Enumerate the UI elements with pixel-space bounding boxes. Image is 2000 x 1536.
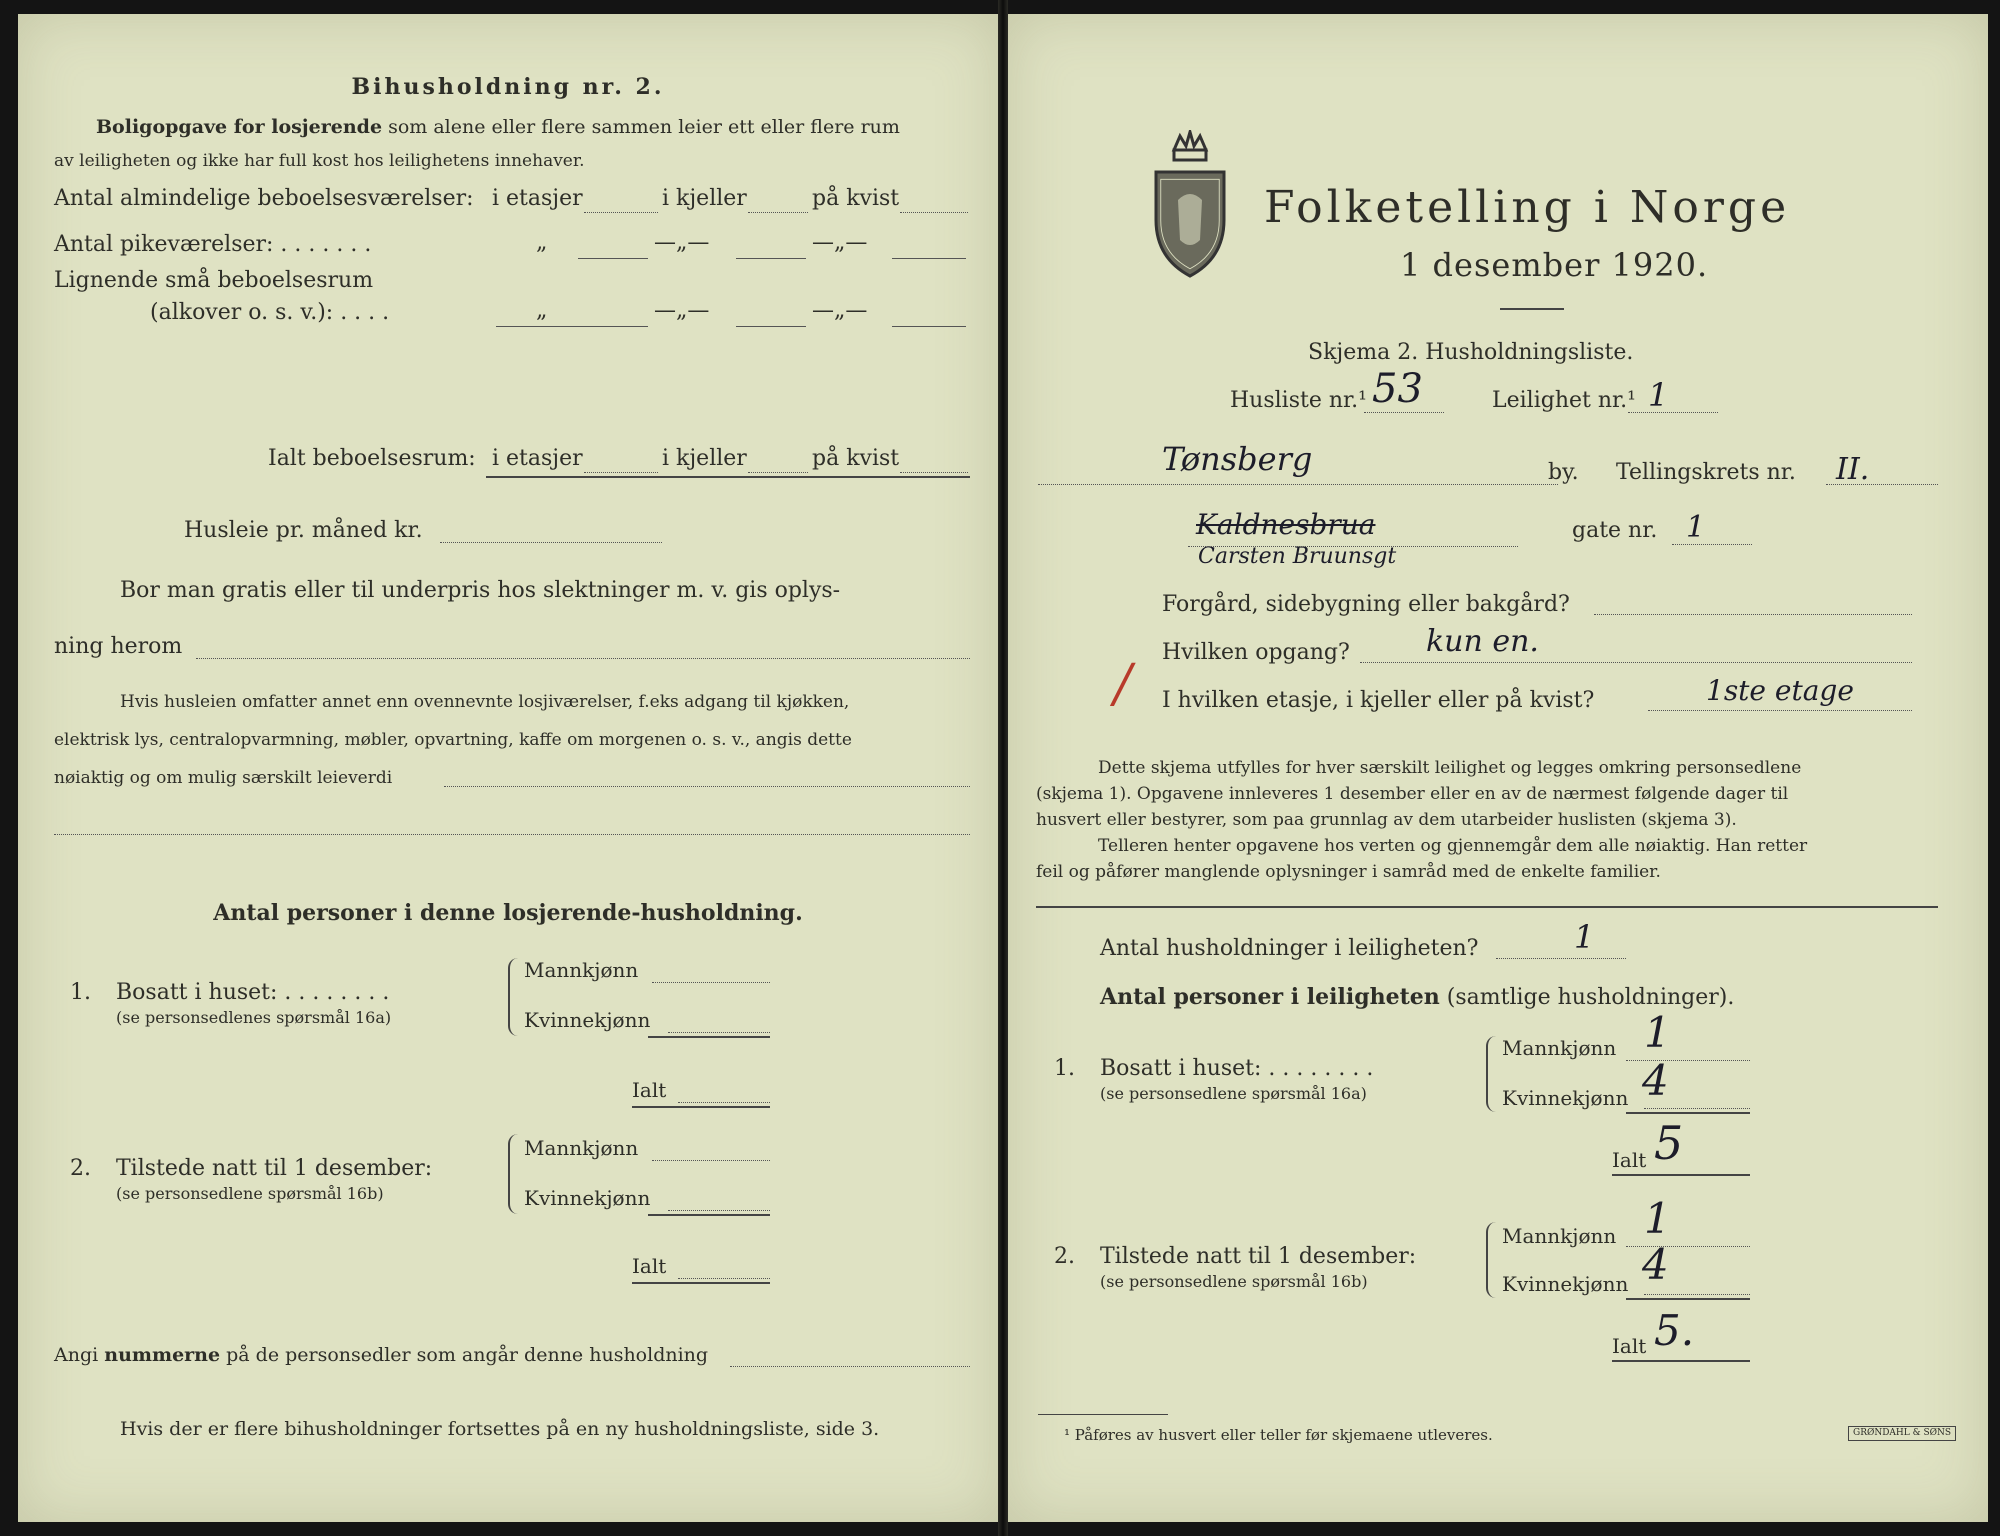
fine-print-2: elektrisk lys, centralopvarmning, møbler, opvartning, kaffe om morgenen o. s. v., angis dette [54,730,852,750]
instructions-rule [1036,906,1938,908]
leilighet-value: 1 [1648,376,1669,414]
row3-label-2: (alkover o. s. v.): . . . . [150,300,390,325]
persons-line [1100,984,1734,1010]
extra-field[interactable] [54,834,970,835]
right-q1-kvinne: Kvinnekjønn [1502,1086,1629,1110]
intro-bold: Boligopgave for losjerende [96,116,383,138]
left-q2-ialt: Ialt [632,1254,667,1278]
angi-text-1: Angi [54,1344,99,1366]
left-q1-ialt-line [632,1106,770,1108]
opgang-field[interactable] [1360,662,1912,663]
footnote-rule [1038,1414,1168,1415]
ialt-kjeller-field[interactable] [748,472,808,473]
row3-ditto-3: —„— [812,298,868,323]
ialt-rum-label: Ialt beboelsesrum: [268,446,476,471]
right-q1-sub: (se personsedlene spørsmål 16a) [1100,1084,1367,1103]
gratis-line-2: ning herom [54,634,183,659]
gratis-line-1: Bor man gratis eller til underpris hos slektninger m. v. gis oplys- [120,578,841,603]
right-q2-brace [1486,1222,1498,1298]
right-q2-ialt-line [1612,1360,1750,1362]
leieverdi-field[interactable] [444,786,970,787]
krets-field[interactable] [1826,484,1938,485]
ialt-etasjer-field[interactable] [584,472,658,473]
intro-line-2: av leiligheten og ikke har full kost hos leilighetens innehaver. [54,151,585,171]
by-label: by. [1548,460,1579,485]
ialt-kvist-field[interactable] [900,472,968,473]
red-check-mark: / [1114,654,1132,714]
census-date: 1 desember 1920. [1400,246,1709,284]
row1-kvist-field[interactable] [900,212,968,213]
row2-field-3[interactable] [892,258,966,259]
right-q1-kvinne-value: 4 [1642,1056,1669,1105]
right-q2-mann: Mannkjønn [1502,1224,1617,1248]
left-q1-mann-field[interactable] [652,982,770,983]
left-persons-heading: Antal personer i denne losjerende-husholdning. [213,900,803,926]
left-q1-kvinne: Kvinnekjønn [524,1008,651,1032]
left-footer: Hvis der er flere bihusholdninger fortsettes på en ny husholdningsliste, side 3. [120,1418,880,1440]
left-q1-kvinne-field[interactable] [668,1032,770,1033]
right-q1-brace [1486,1036,1498,1112]
row2-field-1[interactable] [578,258,648,259]
left-q2-kvinne: Kvinnekjønn [524,1186,651,1210]
row3-field-3[interactable] [892,326,966,327]
forgard-label: Forgård, sidebygning eller bakgård? [1162,592,1570,617]
left-page [18,14,998,1522]
right-q1-ialt-value: 5 [1654,1116,1684,1170]
left-q1-sub: (se personsedlenes spørsmål 16a) [116,1008,392,1027]
left-q2-mann: Mannkjønn [524,1136,639,1160]
footnote: ¹ Påføres av husvert eller teller før skjemaene utleveres. [1064,1426,1493,1444]
leilighet-field[interactable] [1628,412,1718,413]
husholdninger-field[interactable] [1496,958,1626,959]
leilighet-label: Leilighet nr.¹ [1492,388,1636,413]
coat-of-arms-icon [1148,130,1232,280]
gratis-field[interactable] [196,658,970,659]
instructions-2: (skjema 1). Opgavene innleveres 1 desember eller en av de nærmest følgende dager til [1036,784,1789,804]
gate-label: gate nr. [1572,518,1658,543]
book-gutter [998,0,1008,1536]
husleie-field[interactable] [440,542,662,543]
angi-text-2: på de personsedler som angår denne husholdning [226,1344,709,1366]
row2-field-2[interactable] [736,258,806,259]
left-q1-brace [508,958,520,1036]
right-q2-num: 2. [1054,1244,1075,1269]
row2-ditto-2: —„— [654,230,710,255]
left-q1-ialt-field[interactable] [678,1102,770,1103]
krets-value: II. [1836,452,1870,487]
instructions-3: husvert eller bestyrer, som paa grunnlag av dem utarbeider huslisten (skjema 3). [1036,810,1737,830]
right-q2-kvinne-value: 4 [1642,1240,1669,1289]
row1-kjeller-field[interactable] [748,212,808,213]
ialt-kjeller: i kjeller [662,446,747,471]
row1-kvist: på kvist [812,186,900,211]
instructions-5: feil og påfører manglende oplysninger i samråd med de enkelte familier. [1036,862,1661,882]
intro-line-1 [96,116,900,138]
right-q2-sub: (se personsedlene spørsmål 16b) [1100,1272,1368,1291]
row3-label-1: Lignende små beboelsesrum [54,268,374,293]
left-q2-ialt-line [632,1282,770,1284]
right-q2-ialt-value: 5. [1654,1306,1695,1355]
etasje-field[interactable] [1648,710,1912,711]
angi-line [54,1344,708,1366]
row3-field-1[interactable] [496,326,648,327]
street-field[interactable] [1188,546,1518,547]
left-heading: Bihusholdning nr. 2. [351,74,665,100]
left-q1-ialt: Ialt [632,1078,667,1102]
left-q2-mann-field[interactable] [652,1160,770,1161]
right-q2-ialt: Ialt [1612,1334,1647,1358]
right-q2-kvinne-field[interactable] [1644,1294,1750,1295]
husholdninger-value: 1 [1574,918,1595,956]
left-q2-kvinne-field[interactable] [668,1210,770,1211]
right-q1-mann-value: 1 [1644,1008,1671,1057]
left-q2-label: Tilstede natt til 1 desember: [116,1156,433,1181]
left-q2-ialt-field[interactable] [678,1278,770,1279]
ialt-etasjer: i etasjer [492,446,583,471]
right-q2-mann-value: 1 [1644,1194,1671,1243]
right-q1-mann: Mannkjønn [1502,1036,1617,1060]
forgard-field[interactable] [1594,614,1912,615]
gate-value: 1 [1686,510,1706,545]
row1-label: Antal almindelige beboelsesværelser: [54,186,474,211]
right-q1-sum-line [1626,1112,1750,1114]
right-q1-kvinne-field[interactable] [1644,1108,1750,1109]
right-q2-label: Tilstede natt til 1 desember: [1100,1244,1417,1269]
left-q2-sub: (se personsedlene spørsmål 16b) [116,1184,384,1203]
right-q1-label: Bosatt i huset: . . . . . . . . [1100,1056,1374,1081]
fine-print-1: Hvis husleien omfatter annet enn ovennevnte losjiværelser, f.eks adgang til kjøkken, [120,692,850,712]
fine-print-3: nøiaktig og om mulig særskilt leieverdi [54,768,393,788]
left-q2-sum-line [648,1214,770,1216]
left-q1-num: 1. [70,980,91,1005]
main-title: Folketelling i Norge [1264,182,1791,233]
row3-ditto-1: „ [536,298,548,323]
left-q2-num: 2. [70,1156,91,1181]
ialt-kvist: på kvist [812,446,900,471]
row1-etasjer-field[interactable] [584,212,658,213]
right-q2-kvinne: Kvinnekjønn [1502,1272,1629,1296]
left-q1-label: Bosatt i huset: . . . . . . . . [116,980,390,1005]
angi-bold: nummerne [104,1344,221,1366]
husholdninger-label: Antal husholdninger i leiligheten? [1100,936,1479,961]
left-q2-brace [508,1134,520,1214]
row1-etasjer: i etasjer [492,186,583,211]
husliste-label: Husliste nr.¹ [1230,388,1367,413]
right-q1-ialt: Ialt [1612,1148,1647,1172]
etasje-value: 1ste etage [1706,674,1854,707]
by-value: Tønsberg [1162,440,1313,478]
title-rule [1500,308,1564,310]
printer-stamp: GRØNDAHL & SØNS [1848,1426,1956,1441]
right-q1-ialt-line [1612,1174,1750,1176]
row3-ditto-2: —„— [654,298,710,323]
instructions-1: Dette skjema utfylles for hver særskilt leilighet og legges omkring personsedlene [1098,758,1802,778]
schema-label: Skjema 2. Husholdningsliste. [1308,340,1634,365]
angi-field[interactable] [730,1366,970,1367]
etasje-label: I hvilken etasje, i kjeller eller på kvist? [1162,688,1595,713]
opgang-label: Hvilken opgang? [1162,640,1350,665]
opgang-value: kun en. [1426,624,1539,659]
ialt-underline [486,476,970,478]
row2-ditto-3: —„— [812,230,868,255]
left-q1-sum-line [648,1036,770,1038]
instructions-4: Telleren henter opgavene hos verten og gjennemgår dem alle nøiaktig. Han retter [1098,836,1808,856]
right-page [1008,14,1988,1522]
husliste-value: 53 [1372,366,1423,412]
row2-label: Antal pikeværelser: . . . . . . . [54,232,372,257]
persons-rest: (samtlige husholdninger). [1446,985,1735,1010]
right-q1-num: 1. [1054,1056,1075,1081]
krets-label: Tellingskrets nr. [1616,460,1796,485]
gate-field[interactable] [1672,544,1752,545]
row2-ditto-1: „ [536,230,548,255]
by-field[interactable] [1038,484,1558,485]
row3-field-2[interactable] [736,326,806,327]
row1-kjeller: i kjeller [662,186,747,211]
husliste-field[interactable] [1364,412,1444,413]
street-value: Carsten Bruunsgt [1198,544,1397,569]
persons-bold: Antal personer i leiligheten [1100,984,1440,1010]
right-q2-sum-line [1626,1298,1750,1300]
intro-rest-1: som alene eller flere sammen leier ett eller flere rum [388,116,900,138]
left-q1-mann: Mannkjønn [524,958,639,982]
street-struck-value: Kaldnesbrua [1196,508,1376,541]
husleie-label: Husleie pr. måned kr. [184,518,423,543]
